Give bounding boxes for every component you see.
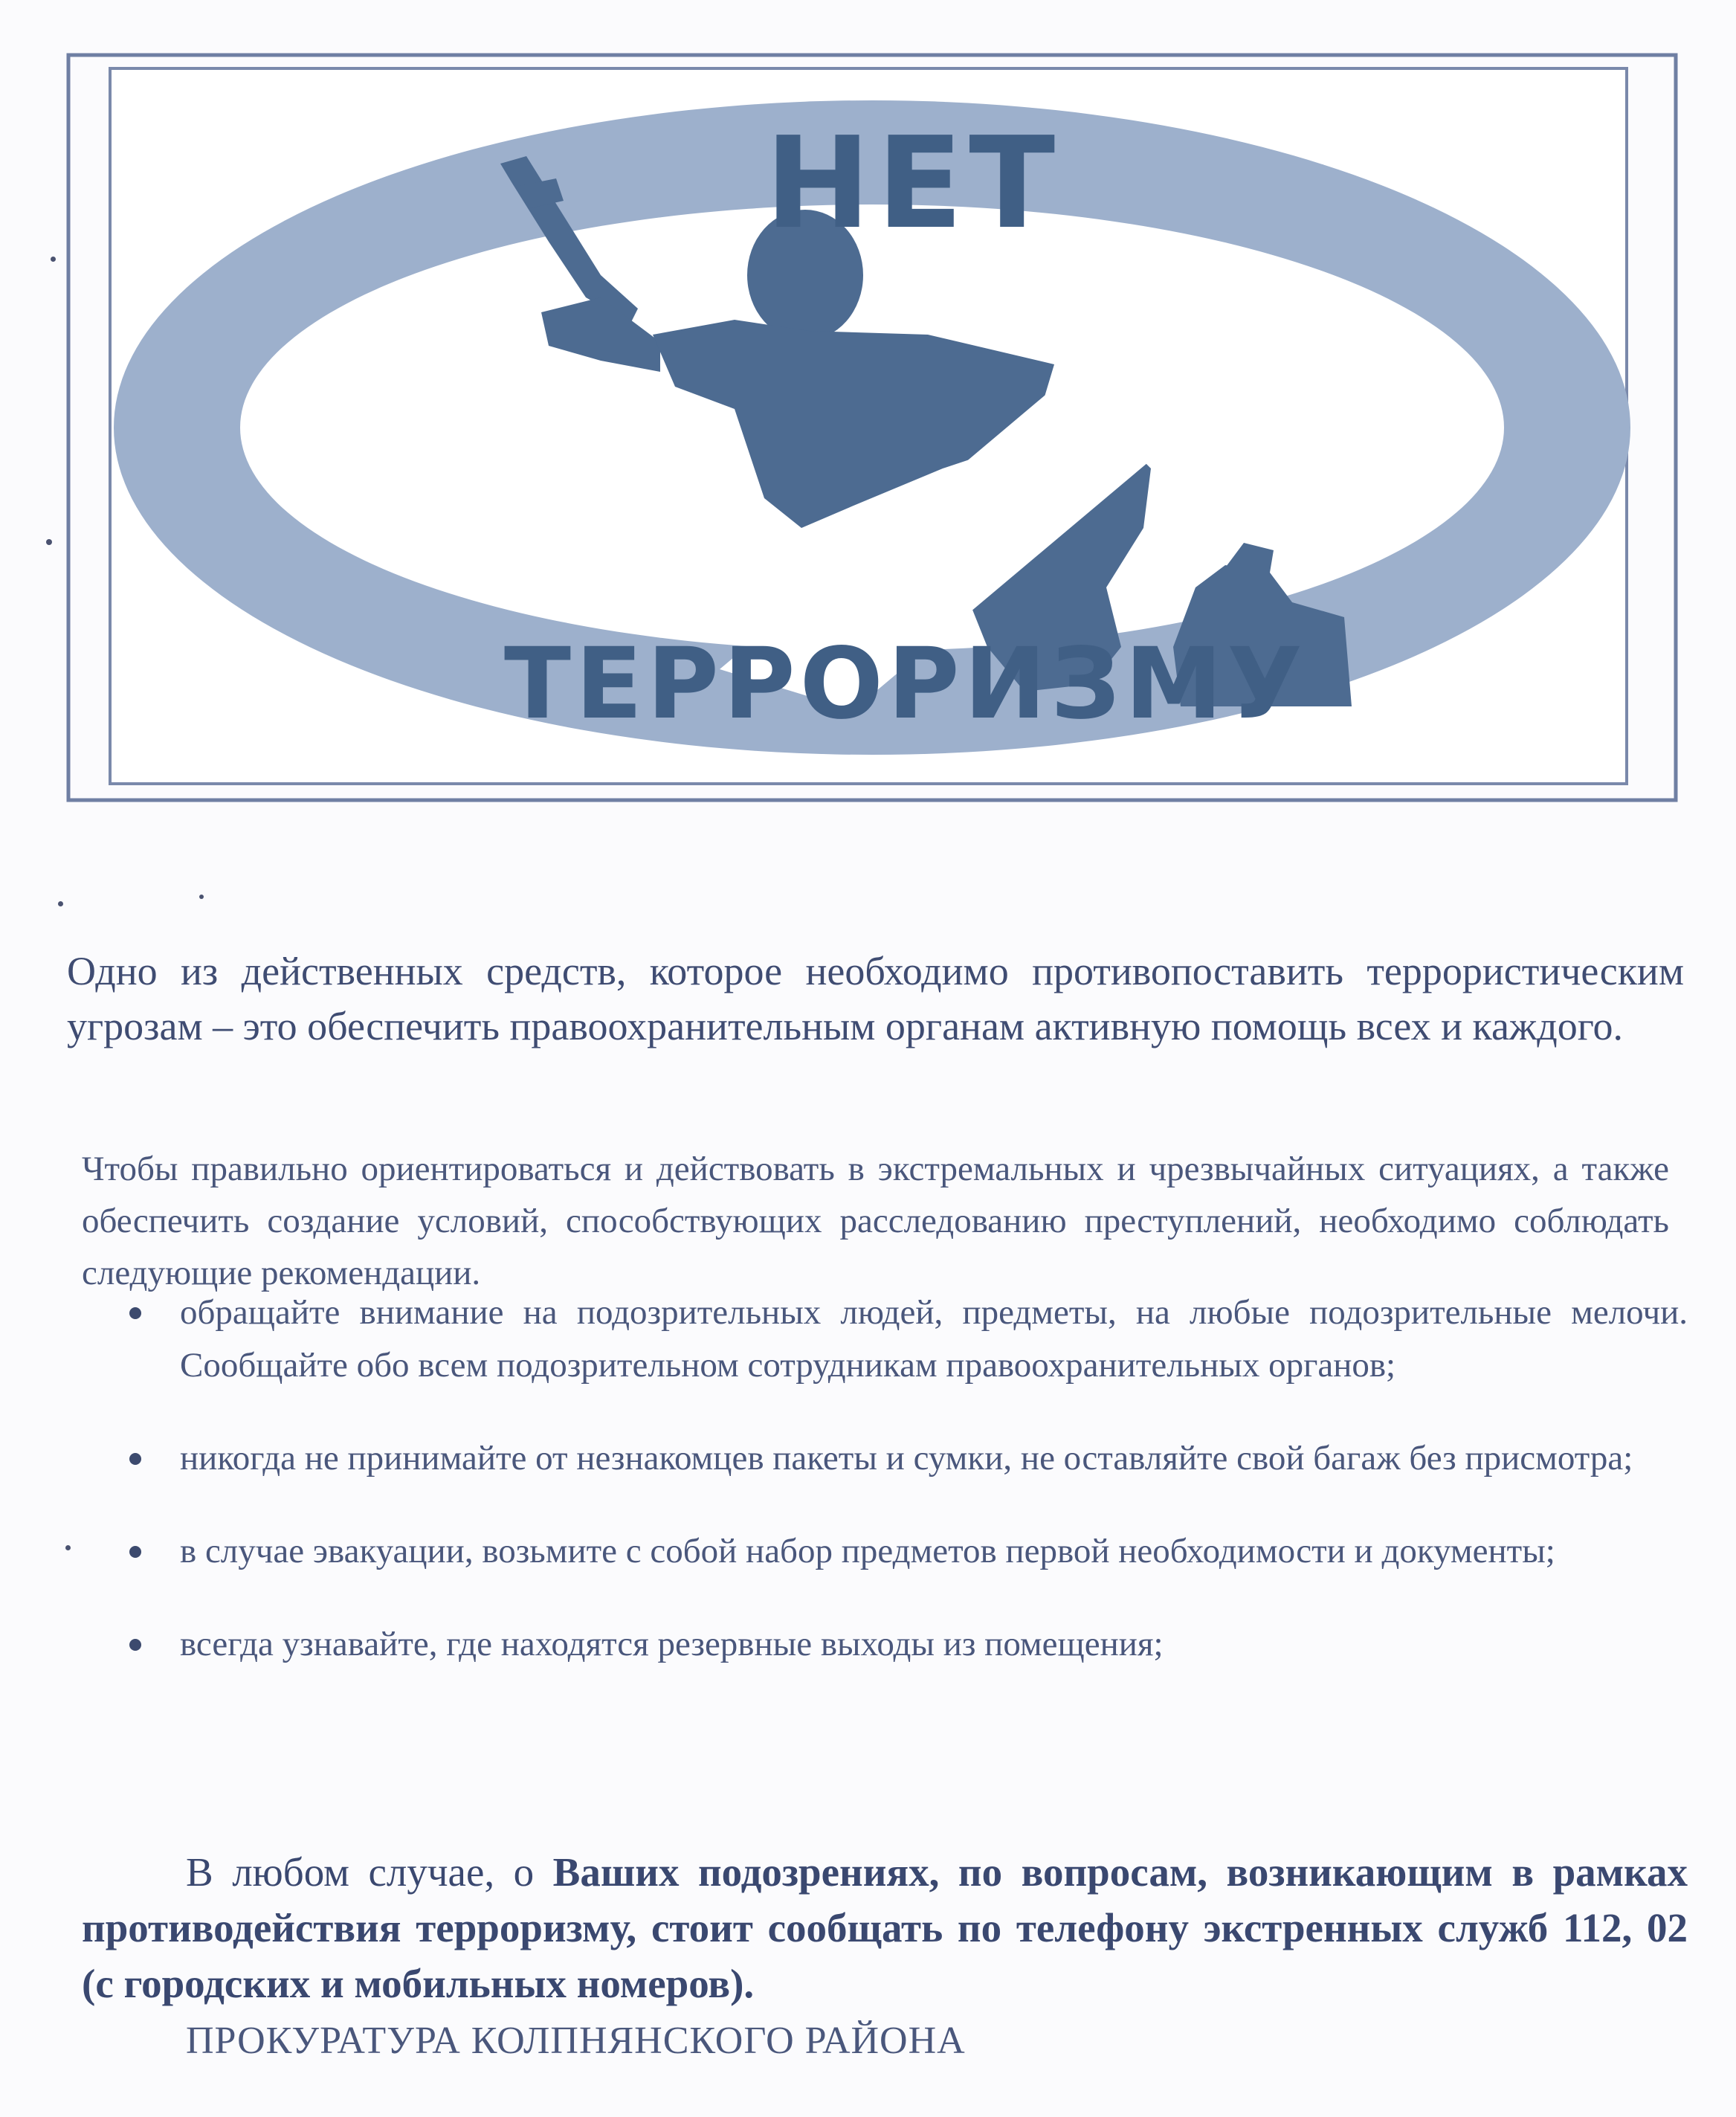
- bullet-icon: [129, 1307, 141, 1319]
- poster-top-word: НЕТ: [764, 110, 1062, 257]
- scan-speck: [46, 539, 52, 545]
- list-item-text: всегда узнавайте, где находятся резервные выходы из помещения;: [180, 1625, 1164, 1663]
- scan-speck: [51, 257, 56, 262]
- closing-prefix: В любом случае, о: [186, 1849, 553, 1895]
- bullet-icon: [129, 1453, 141, 1465]
- bullet-icon: [129, 1639, 141, 1651]
- recommendations-list: [119, 1286, 1688, 1711]
- scan-speck: [65, 1545, 71, 1550]
- poster-graphic: [65, 52, 1679, 803]
- closing-emphasis: Ваших подозрениях, по вопросам, возникающим в рамках противодействия терроризму, стоит сообщать по телефону экстренных служб 112, 02 (с городских и мобильных номеров).: [82, 1849, 1688, 2006]
- intro-paragraph: Чтобы правильно ориентироваться и действовать в экстремальных и чрезвычайных ситуациях, а также обеспечить создание условий, способствующих расследованию преступлений, необходимо соблюдать следующие рекомендации.: [82, 1150, 1669, 1292]
- signature: ПРОКУРАТУРА КОЛПНЯНСКОГО РАЙОНА: [186, 2020, 966, 2062]
- list-item-text: никогда не принимайте от незнакомцев пакеты и сумки, не оставляйте свой багаж без присмотра;: [180, 1439, 1633, 1478]
- closing-paragraph: [82, 1844, 1688, 2011]
- list-item: [119, 1525, 1688, 1578]
- list-item: [119, 1618, 1688, 1671]
- bullet-icon: [129, 1546, 141, 1558]
- list-item-text: в случае эвакуации, возьмите с собой набор предметов первой необходимости и документы;: [180, 1532, 1555, 1570]
- scan-speck: [199, 895, 204, 899]
- anti-terror-poster: [65, 52, 1679, 803]
- scan-speck: [58, 901, 63, 906]
- list-item: [119, 1286, 1688, 1392]
- list-item-text: обращайте внимание на подозрительных людей, предметы, на любые подозрительные мелочи. Сообщайте обо всем подозрительном сотрудникам правоохранительных органов;: [180, 1293, 1688, 1385]
- list-item: [119, 1432, 1688, 1485]
- poster-bottom-word: ТЕРРОРИЗМУ: [503, 627, 1308, 741]
- lead-paragraph: Одно из действенных средств, которое необходимо противопоставить террористическим угрозам – это обеспечить правоохранительным органам активную помощь всех и каждого.: [67, 949, 1684, 1048]
